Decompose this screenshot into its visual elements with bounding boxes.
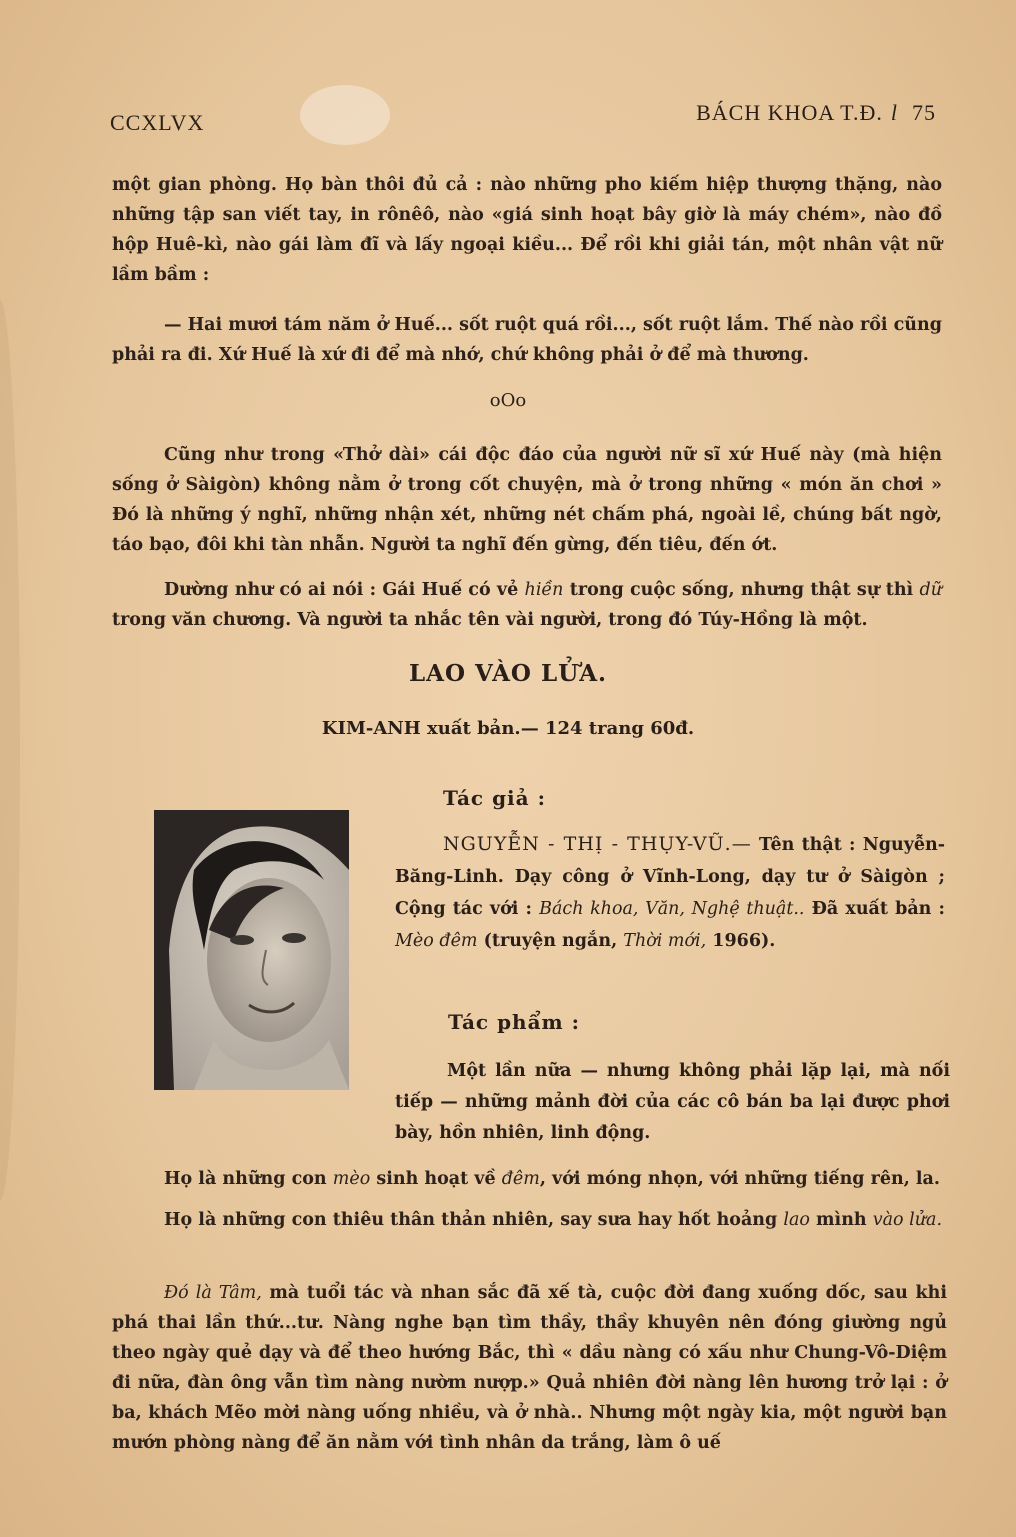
italic-run: Thời mới, (623, 931, 707, 951)
italic-run: đêm (501, 1169, 540, 1189)
paragraph-1 (112, 170, 942, 290)
italic-run: Đó là Tâm, (164, 1283, 262, 1303)
text-run: 1966). (706, 931, 776, 951)
header-journal-title (696, 100, 936, 126)
text-run: trong văn chương. Và người ta nhắc tên vài người, trong đó Túy-Hồng là một. (112, 610, 868, 630)
text-run: Họ là những con thiêu thân thản nhiên, say sưa hay hốt hoảng (164, 1210, 784, 1230)
italic-run: Mèo đêm (395, 931, 478, 951)
paragraph-7 (112, 1278, 947, 1458)
paragraph-2 (112, 310, 942, 370)
text-run: (truyện ngắn, (477, 931, 624, 951)
journal-title: BÁCH KHOA T.Đ. (696, 100, 883, 125)
italic-run: lao (783, 1210, 810, 1230)
work-heading: Tác phẩm : (448, 1010, 581, 1034)
paragraph-4-text (112, 575, 942, 635)
paragraph-3 (112, 440, 942, 560)
paragraph-7-text (112, 1278, 947, 1458)
author-heading: Tác giả : (443, 786, 546, 810)
work-text: Một lần nữa — nhưng không phải lặp lại, mà nối tiếp — những mảnh đời của các cô bán ba lại được phơi bày, hồn nhiên, linh động. (395, 1061, 950, 1143)
italic-run: dữ (919, 580, 942, 600)
text-run: Đã xuất bản : (804, 899, 945, 919)
italic-run: hiền (524, 580, 564, 600)
page-header (110, 100, 936, 136)
paragraph-5 (112, 1164, 947, 1194)
italic-run: Bách khoa, Văn, Nghệ thuật.. (539, 899, 805, 919)
paragraph-4 (112, 575, 942, 635)
text-run: , với móng nhọn, với những tiếng rên, la. (539, 1169, 940, 1189)
text-run: trong cuộc sống, nhưng thật sự thì (563, 580, 920, 600)
publisher-info: KIM-ANH xuất bản.— 124 trang 60đ. (321, 718, 695, 739)
book-title: LAO VÀO LỬA. (408, 660, 608, 687)
section-ornament: oOo (489, 390, 527, 411)
text-run: sinh hoạt về (370, 1169, 502, 1189)
italic-run: mèo (332, 1169, 371, 1189)
header-section-code: CCXLVX (110, 110, 205, 135)
work-description (395, 1056, 950, 1149)
paragraph-1-text: một gian phòng. Họ bàn thôi đủ cả : nào những pho kiếm hiệp thượng thặng, nào những tập san viết tay, in rônêô, nào «giá sinh hoạt bây giờ là máy chém», nào đồ hộp Huê-kì, nào gái làm đĩ và lấy ngoại kiều... Để rồi khi giải tán, một nhân vật nữ lầm bầm : (112, 175, 942, 285)
italic-run: vào lửa. (872, 1210, 943, 1230)
paragraph-3-text: Cũng như trong «Thở dài» cái độc đáo của người nữ sĩ xứ Huế này (mà hiện sống ở Sàigòn) không nằm ở trong cốt chuyện, mà ở trong những « món ăn chơi » Đó là những ý nghĩ, những nhận xét, những nét chấm phá, ngoài lề, chúng bất ngờ, táo bạo, đôi khi tàn nhẫn. Người ta nghĩ đến gừng, đến tiêu, đến ớt. (112, 445, 942, 555)
text-run: Tên thật : Nguyễn-Băng-Linh. Dạy công ở Vĩnh-Long, dạy tư ở Sàigòn ; Cộng tác với : (395, 835, 945, 919)
paragraph-2-text: — Hai mươi tám năm ở Huế... sốt ruột quá rồi..., sốt ruột lắm. Thế nào rồi cũng phải ra đi. Xứ Huế là xứ đi để mà nhớ, chứ không phải ở để mà thương. (112, 315, 942, 365)
author-bio (395, 828, 945, 957)
portrait-image (154, 810, 349, 1090)
paragraph-6-text (112, 1205, 947, 1235)
text-run: mà tuổi tác và nhan sắc đã xế tà, cuộc đời đang xuống dốc, sau khi phá thai lần thứ...tư. Nàng nghe bạn tìm thầy, thầy khuyên nên đóng giường ngủ theo ngày quẻ dạy và để theo hướng Bắc, thì « dầu nàng có xấu như Chung-Vô-Diệm đi nữa, đàn ông vẫn tìm nàng nườm nượp.» Quả nhiên đời nàng lên hương trở lại : ở ba, khách Mẽo mời nàng uống nhiều, và ở nhà.. Nhưng một ngày kia, một người bạn mướn phòng nàng để ăn nằm với tình nhân da trắng, làm ô uế (112, 1283, 947, 1453)
text-run: Dường như có ai nói : Gái Huế có vẻ (164, 580, 525, 600)
edge-shadow (0, 300, 20, 1200)
issue-marker: l (890, 100, 898, 125)
author-name: NGUYỄN - THỊ - THỤY-VŨ.— (443, 833, 752, 855)
page-number: 75 (912, 100, 936, 125)
text-run: mình (809, 1210, 873, 1230)
paragraph-6 (112, 1205, 947, 1235)
paragraph-5-text (112, 1164, 947, 1194)
text-run: Họ là những con (164, 1169, 333, 1189)
author-photo (154, 810, 349, 1090)
